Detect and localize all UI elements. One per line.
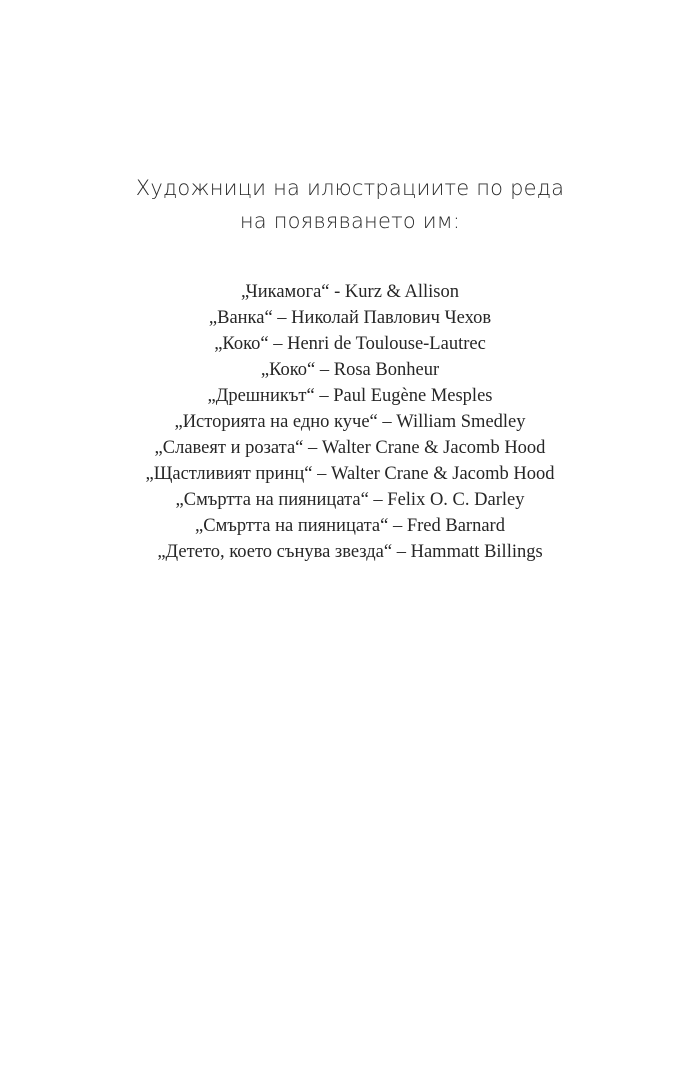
credit-item: „Историята на едно куче“ – William Smedley	[174, 412, 526, 432]
heading-line-2: на появяването им:	[239, 209, 461, 233]
credit-item: „Ванка“ – Николай Павлович Чехов	[208, 308, 492, 328]
credit-item: „Детето, което сънува звезда“ – Hammatt Billings	[157, 542, 543, 562]
credit-item: „Щастливият принц“ – Walter Crane & Jacomb Hood	[145, 464, 555, 484]
illustrators-heading	[0, 172, 700, 238]
illustration-credits-list	[0, 279, 700, 565]
credit-item: „Коко“ – Rosa Bonheur	[260, 360, 440, 380]
credit-item: „Коко“ – Henri de Toulouse-Lautrec	[214, 334, 486, 354]
credit-item: „Смъртта на пияницата“ – Fred Barnard	[195, 516, 505, 536]
credit-item: „Славеят и розата“ – Walter Crane & Jacomb Hood	[154, 438, 546, 458]
credit-item: „Смъртта на пияницата“ – Felix O. C. Darley	[175, 490, 525, 510]
credit-item: „Чикамога“ - Kurz & Allison	[240, 282, 460, 302]
heading-line-1: Художници на илюстрациите по реда	[135, 176, 565, 200]
credit-item: „Дрешникът“ – Paul Eugène Mesples	[207, 386, 493, 406]
